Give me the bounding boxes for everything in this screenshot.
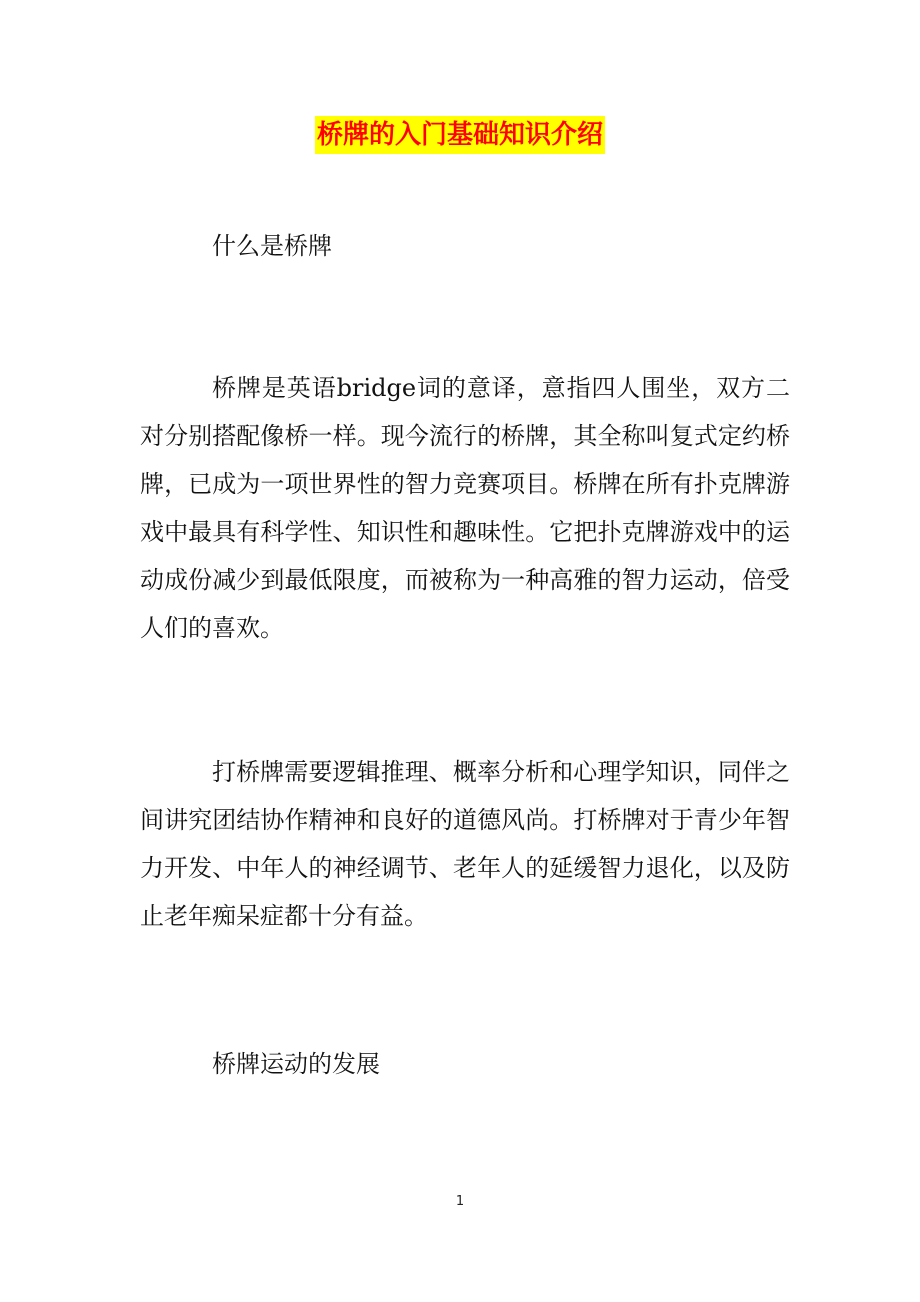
section-heading-bridge-development: 桥牌运动的发展 xyxy=(212,1050,380,1078)
paragraph-bridge-definition: 桥牌是英语bridge词的意译，意指四人围坐，双方二对分别搭配像桥一样。现今流行的桥牌，其全称叫复式定约桥牌，已成为一项世界性的智力竞赛项目。桥牌在所有扑克牌游戏中最具有科学性、知识性和趣味性。它把扑克牌游戏中的运动成份减少到最低限度，而被称为一种高雅的智力运动，倍受人们的喜欢。 xyxy=(140,374,790,642)
title-container xyxy=(0,116,920,154)
paragraph-bridge-benefits: 打桥牌需要逻辑推理、概率分析和心理学知识，同伴之间讲究团结协作精神和良好的道德风尚。打桥牌对于青少年智力开发、中年人的神经调节、老年人的延缓智力退化，以及防止老年痴呆症都十分有益。 xyxy=(140,758,790,930)
section-heading-what-is-bridge: 什么是桥牌 xyxy=(212,232,332,260)
page-number: 1 xyxy=(455,1194,465,1209)
document-title: 桥牌的入门基础知识介绍 xyxy=(315,116,605,154)
